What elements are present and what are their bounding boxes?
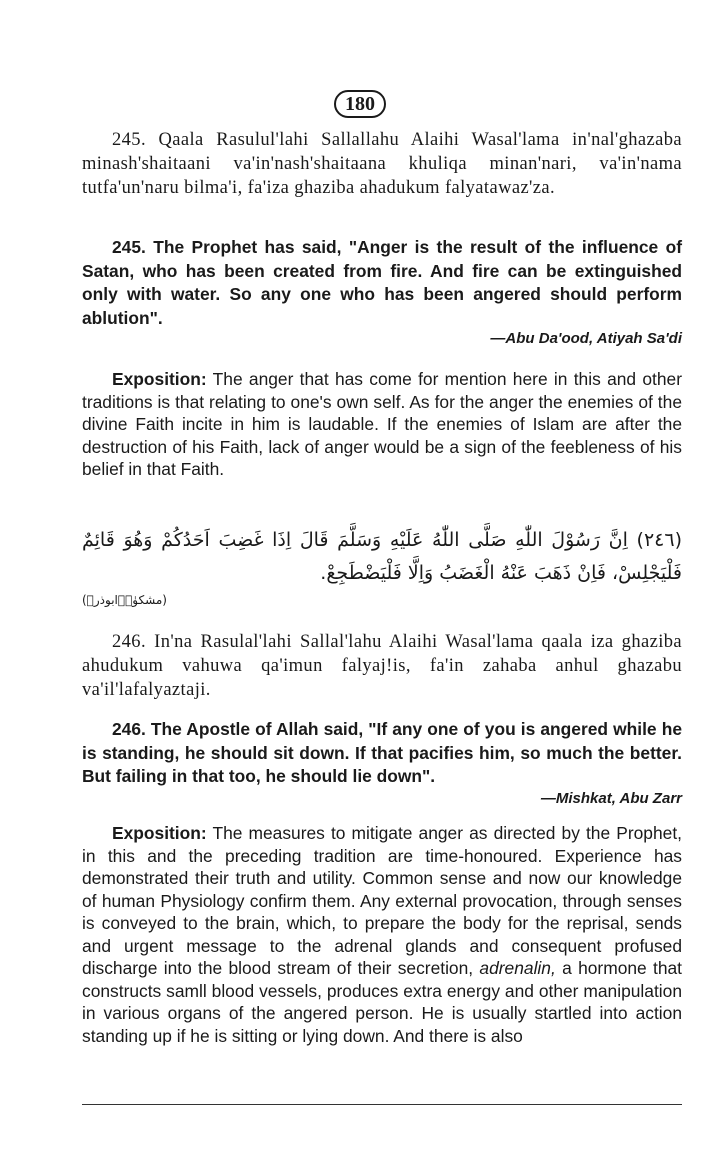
source-246: —Mishkat, Abu Zarr xyxy=(540,790,682,807)
footer-rule xyxy=(82,1104,682,1105)
arabic-source: (مشکوٰۃ۔ابوذرؓ) xyxy=(82,593,167,607)
transliteration-245: 245. Qaala Rasulul'lahi Sallallahu Alaihi Wasal'lama in'nal'ghazaba minash'shaitaani va'in'nash'shaitaana khuliqa minan'nari, va'in'nama tutfa'un'naru bilma'i, fa'iza ghaziba ahadukum falyatawaz'za. xyxy=(82,130,682,198)
page-number: 180 xyxy=(334,90,386,118)
exposition-245 xyxy=(82,368,682,481)
exposition-text-part2: a hormone that constructs samll blood vessels, produces extra energy and other manipulation in various organs of the angered person. He is usually startled into action standing up if he is sitting or lying down. And there is also xyxy=(82,958,683,1046)
page-number-container xyxy=(0,90,720,118)
source-245: —Abu Da'ood, Atiyah Sa'di xyxy=(490,330,682,347)
exposition-246 xyxy=(82,822,682,1047)
exposition-label: Exposition: xyxy=(112,369,207,389)
exposition-italic-term: adrenalin, xyxy=(479,958,556,978)
exposition-text-part1: The measures to mitigate anger as directed by the Prophet, in this and the preceding tradition are time-honoured. Experience has demonstrated their truth and utility. Common sense and now our knowledge of human Physiology confirm them. Any external provocation, through senses is conveyed to the brain, which, to prepare the body for the reprisal, sends and urgent message to the adrenal glands and consequent profused discharge into the blood stream of their secretion, xyxy=(82,823,682,978)
exposition-text: The anger that has come for mention here in this and other traditions is that relating to one's own self. As for the anger the enemies of the divine Faith incite in him is laudable. If the enemies of Islam are after the destruction of his Faith, lack of anger would be a sign of the feebleness of his belief in that Faith. xyxy=(82,369,682,479)
exposition-label: Exposition: xyxy=(112,823,207,843)
arabic-hadith-246: (٢٤٦) اِنَّ رَسُوْلَ اللّٰهِ صَلَّى اللّٰهُ عَلَيْهِ وَسَلَّمَ قَالَ اِذَا غَضِبَ اَحَدُكُمْ وَهُوَ قَائِمٌ فَلْيَجْلِسْ، فَاِنْ ذَهَبَ عَنْهُ الْغَضَبُ وَاِلَّا فَلْيَضْطَجِعْ. xyxy=(82,529,682,584)
transliteration-246: 246. In'na Rasulal'lahi Sallal'lahu Alaihi Wasal'lama qaala iza ghaziba ahudukum vahuwa qa'imun falyaj!is, fa'in zahaba anhul ghazabu va'il'lafalyaztaji. xyxy=(82,632,682,700)
translation-245: 245. The Prophet has said, "Anger is the result of the influence of Satan, who has been created from fire. And fire can be extinguished only with water. So any one who has been angered should perform ablution". xyxy=(82,237,682,328)
translation-246: 246. The Apostle of Allah said, "If any one of you is angered while he is standing, he should sit down. If that pacifies him, so much the better. But failing in that too, he should lie down". xyxy=(82,719,682,786)
